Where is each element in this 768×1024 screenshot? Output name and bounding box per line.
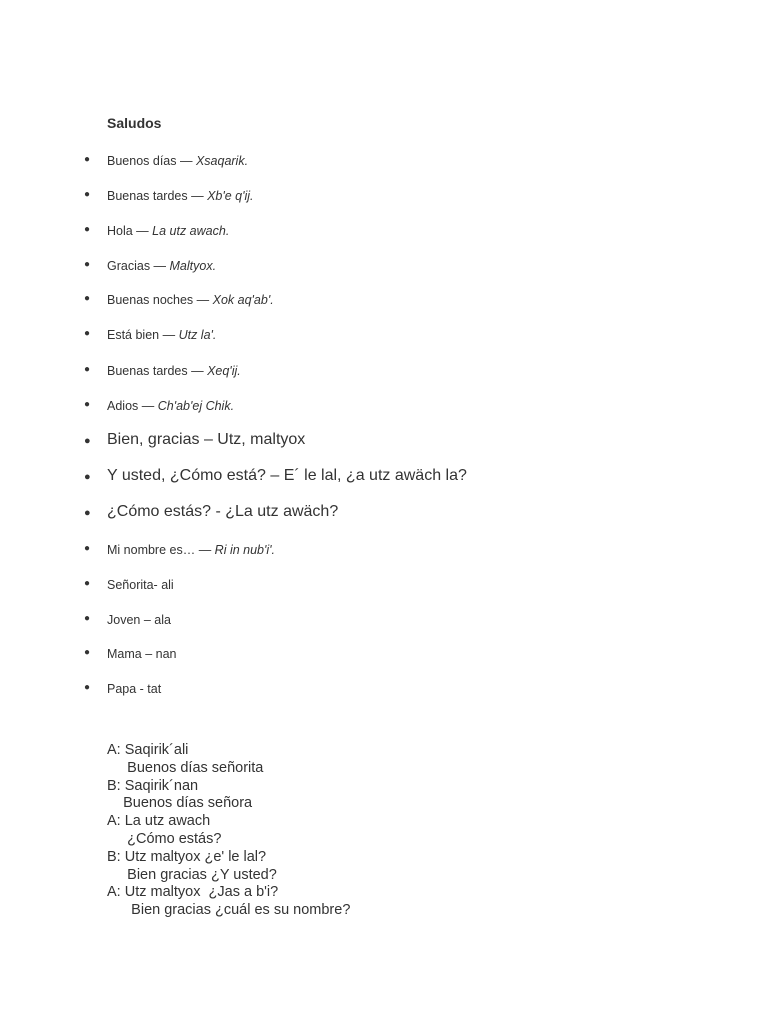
spanish-text: Buenas tardes — <box>107 364 208 378</box>
spanish-text: Está bien — <box>107 328 179 342</box>
kiche-text: Maltyox. <box>169 259 217 273</box>
bullet-icon: ● <box>84 224 91 235</box>
kiche-text: Utz la'. <box>178 328 217 342</box>
bullet-icon: ● <box>84 471 91 483</box>
bullet-icon: ● <box>84 507 91 519</box>
kiche-text: Xsaqarik. <box>195 154 249 168</box>
spanish-text: Mi nombre es… — <box>107 543 215 557</box>
dialogue-line: Bien gracias ¿Y usted? <box>107 866 277 883</box>
kiche-text: Ch'ab'ej Chik. <box>157 399 235 413</box>
dialogue-line: B: Saqirik´nan <box>107 777 199 794</box>
phrase-text: ¿Cómo estás? - ¿La utz awäch? <box>107 503 339 520</box>
bullet-icon: ● <box>84 578 91 589</box>
kiche-text: Xok aq'ab'. <box>212 293 274 307</box>
spanish-text: Adios — <box>107 399 158 413</box>
phrase-text: Señorita- ali <box>107 578 174 592</box>
bullet-icon: ● <box>84 543 91 554</box>
phrase-text: Papa - tat <box>107 682 162 696</box>
bullet-icon: ● <box>84 189 91 200</box>
dialogue-line: Bien gracias ¿cuál es su nombre? <box>107 902 351 919</box>
dialogue-line: Buenos días señora <box>107 795 253 812</box>
bullet-icon: ● <box>84 647 91 658</box>
spanish-text: Gracias — <box>107 259 170 273</box>
kiche-text: La utz awach. <box>152 224 230 238</box>
section-title: Saludos <box>107 115 162 131</box>
bullet-icon: ● <box>84 399 91 410</box>
bullet-icon: ● <box>84 682 91 693</box>
dialogue-block <box>107 742 350 920</box>
bullet-icon: ● <box>84 259 91 270</box>
phrase-text: Mama – nan <box>107 647 177 661</box>
phrase-text: Y usted, ¿Cómo está? – E´ le lal, ¿a utz awäch la? <box>107 467 467 484</box>
phrase-text: Bien, gracias – Utz, maltyox <box>107 431 306 448</box>
dialogue-line: B: Utz maltyox ¿e' le lal? <box>107 848 267 865</box>
dialogue-line: A: Utz maltyox ¿Jas a b'i? <box>107 884 279 901</box>
kiche-text: Xb'e q'ij. <box>207 189 254 203</box>
dialogue-line: ¿Cómo estás? <box>107 830 222 847</box>
bullet-icon: ● <box>84 154 91 165</box>
spanish-text: Buenas noches — <box>107 293 213 307</box>
spanish-text: Buenas tardes — <box>107 189 208 203</box>
bullet-icon: ● <box>84 328 91 339</box>
dialogue-line: A: Saqirik´ali <box>107 742 189 758</box>
bullet-icon: ● <box>84 293 91 304</box>
spanish-text: Buenos días — <box>107 154 196 168</box>
spanish-text: Hola — <box>107 224 153 238</box>
kiche-text: Xeq'ij. <box>207 364 241 378</box>
bullet-icon: ● <box>84 364 91 375</box>
dialogue-line: A: La utz awach <box>107 813 211 830</box>
bullet-icon: ● <box>84 435 91 447</box>
kiche-text: Ri in nub'i'. <box>214 543 276 557</box>
dialogue-line: Buenos días señorita <box>107 759 264 776</box>
phrase-text: Joven – ala <box>107 613 171 627</box>
bullet-icon: ● <box>84 613 91 624</box>
